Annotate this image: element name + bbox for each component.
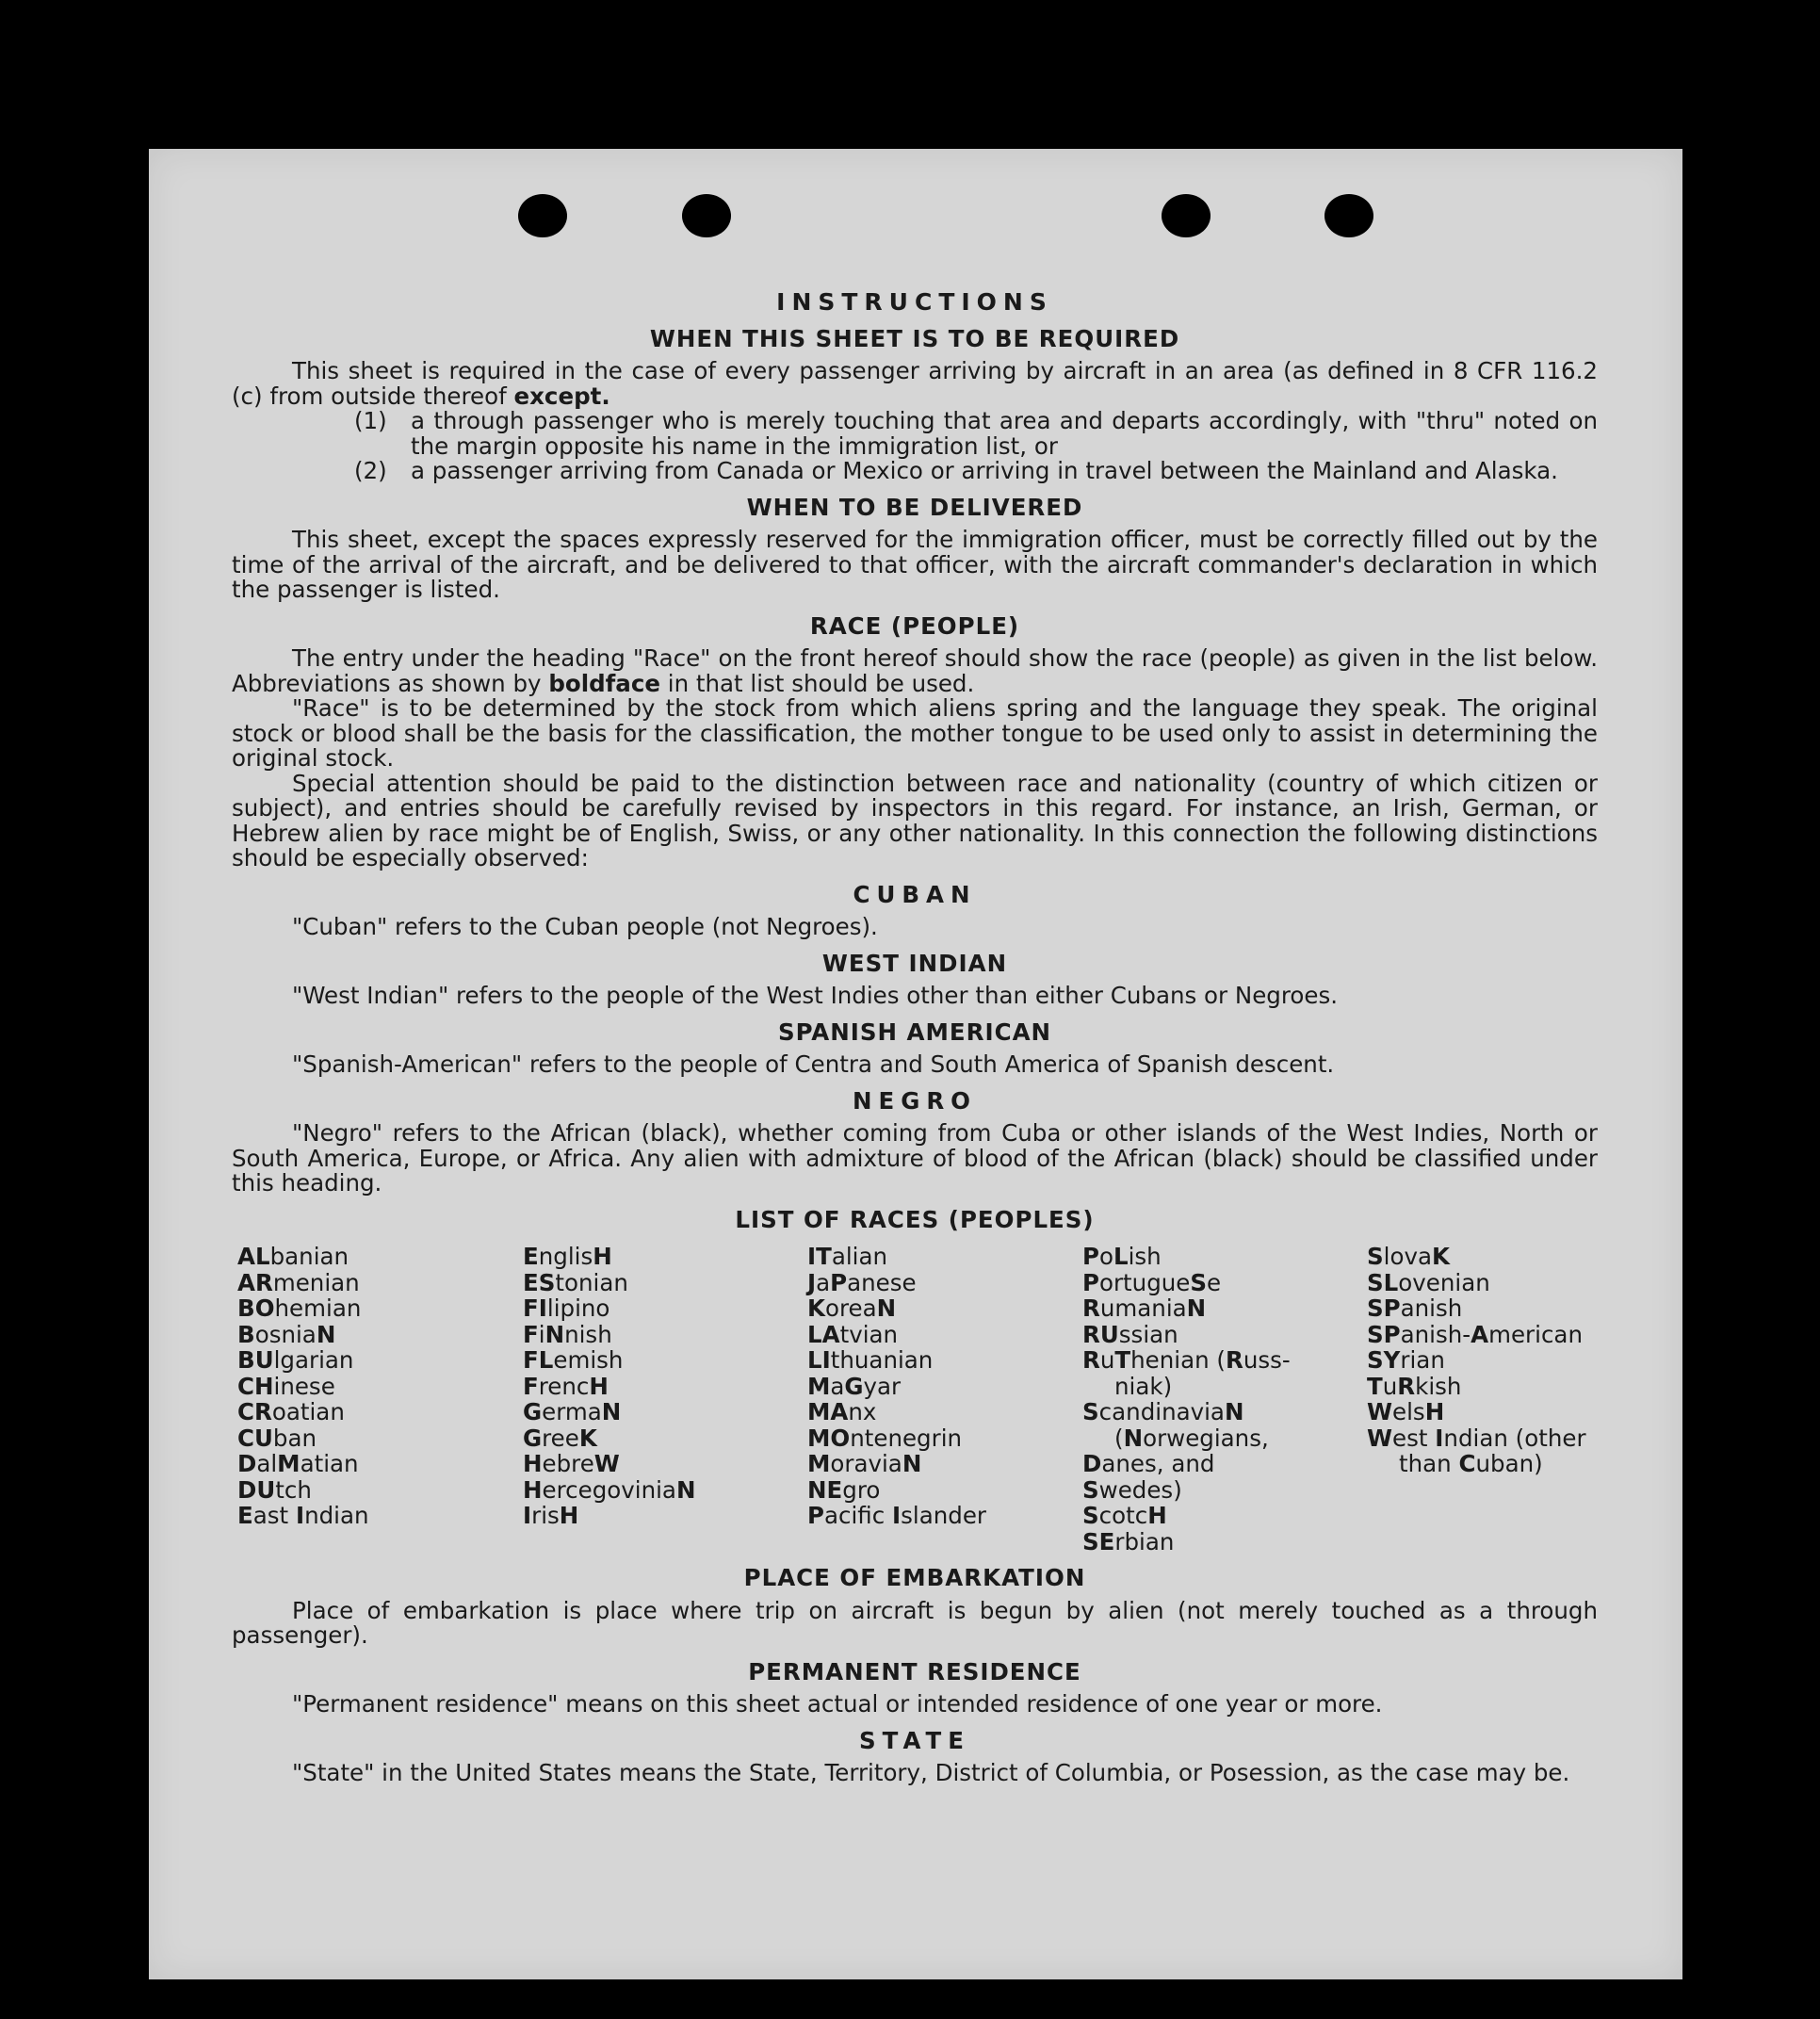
race-entry: ARmenian xyxy=(237,1268,360,1296)
race-entry: MoraviaN xyxy=(807,1450,922,1477)
punch-hole xyxy=(1324,194,1373,237)
race-entry: IrisH xyxy=(523,1502,579,1529)
race-entry: Danes, and xyxy=(1082,1450,1215,1477)
race-entry: CHinese xyxy=(237,1372,335,1400)
race-entry: DUtch xyxy=(237,1475,312,1504)
race-entry: SPanish-American xyxy=(1367,1320,1583,1348)
race-entry: FrencH xyxy=(523,1372,609,1400)
race-paragraph-2: "Race" is to be determined by the stock from which aliens spring and the language they speak. The original stock or blood shall be the basis for the classification, the mother tongue to be used only to assist in determining the original stock. xyxy=(232,694,1598,772)
spanish-american-text: "Spanish-American" refers to the people of Centra and South America of Spanish descent. xyxy=(292,1050,1335,1078)
race-entry: niak) xyxy=(1114,1372,1173,1400)
races-column xyxy=(523,1244,807,1555)
state-text: "State" in the United States means the State, Territory, District of Columbia, or Posession, as the case may be. xyxy=(292,1759,1570,1786)
race-entry: BUlgarian xyxy=(237,1346,354,1374)
heading-required: WHEN THIS SHEET IS TO BE REQUIRED xyxy=(649,324,1180,352)
cuban-text: "Cuban" refers to the Cuban people (not Negroes). xyxy=(292,913,878,940)
race-entry: ALbanian xyxy=(237,1243,349,1270)
race-entry: BOhemian xyxy=(237,1294,362,1322)
race-entry: GermaN xyxy=(523,1398,622,1425)
instructions-title: INSTRUCTIONS xyxy=(776,288,1053,316)
heading-state: STATE xyxy=(859,1726,970,1754)
race-entry: FLemish xyxy=(523,1346,624,1374)
race-entry: SLovenian xyxy=(1367,1268,1490,1296)
race-entry: MAnx xyxy=(807,1398,877,1425)
race-entry: LAtvian xyxy=(807,1320,899,1348)
race-entry: PortugueSe xyxy=(1082,1268,1222,1296)
race-entry: SErbian xyxy=(1082,1527,1175,1555)
race-entry: ITalian xyxy=(807,1243,888,1270)
heading-list-of-races: LIST OF RACES (PEOPLES) xyxy=(735,1205,1095,1233)
required-intro: This sheet is required in the case of every passenger arriving by aircraft in an area (as defined in 8 CFR 116.2 (c) from outside thereof except. xyxy=(232,357,1598,410)
heading-residence: PERMANENT RESIDENCE xyxy=(748,1657,1081,1685)
race-entry: PoLish xyxy=(1082,1243,1162,1270)
race-entry: HebreW xyxy=(523,1450,620,1477)
race-entry: CRoatian xyxy=(237,1398,345,1425)
race-entry: WelsH xyxy=(1367,1398,1445,1425)
race-entry: HercegoviniaN xyxy=(523,1475,696,1504)
race-entry: SlovaK xyxy=(1367,1243,1450,1270)
race-entry: CUban xyxy=(237,1424,317,1452)
exception-item: (2) a passenger arriving from Canada or Mexico or arriving in travel between the Mainland and Alaska. xyxy=(354,457,1558,484)
race-entry: KoreaN xyxy=(807,1294,897,1322)
punch-hole xyxy=(518,194,567,237)
race-entry: MaGyar xyxy=(807,1372,902,1400)
heading-delivered: WHEN TO BE DELIVERED xyxy=(746,493,1083,521)
punch-hole xyxy=(682,194,731,237)
embarkation-text: Place of embarkation is place where trip on aircraft is begun by alien (not merely touched as a through passenger). xyxy=(232,1596,1598,1649)
race-entry: TuRkish xyxy=(1367,1372,1462,1400)
race-entry: LIthuanian xyxy=(807,1346,934,1374)
heading-west-indian: WEST INDIAN xyxy=(821,949,1008,977)
race-entry: East Indian xyxy=(237,1502,369,1529)
heading-negro: NEGRO xyxy=(852,1086,978,1115)
west-indian-text: "West Indian" refers to the people of the West Indies other than either Cubans or Negroes. xyxy=(292,982,1339,1009)
race-entry: Pacifc Islander xyxy=(807,1502,986,1529)
race-entry: RUssian xyxy=(1082,1320,1178,1348)
races-column xyxy=(237,1244,523,1555)
race-entry: ScandinaviaN xyxy=(1082,1398,1244,1425)
race-entry: JaPanese xyxy=(807,1268,917,1296)
race-entry: SPanish xyxy=(1367,1294,1463,1322)
races-column xyxy=(807,1244,1082,1555)
race-entry: (Norwegians, xyxy=(1114,1424,1269,1452)
race-entry: Swedes) xyxy=(1082,1475,1182,1504)
race-entry: RumaniaN xyxy=(1082,1294,1207,1322)
race-entry: SYrian xyxy=(1367,1346,1445,1374)
race-entry: MOntenegrin xyxy=(807,1424,963,1452)
races-column xyxy=(1367,1244,1612,1555)
race-entry: NEgro xyxy=(807,1475,881,1504)
race-entry: FIlipino xyxy=(523,1294,610,1322)
race-entry: EnglisH xyxy=(523,1243,612,1270)
negro-text: "Negro" refers to the African (black), whether coming from Cuba or other islands of the West Indies, North or South America, Europe, or Africa. Any alien with admixture of blood of the African (black) should be classified under this heading. xyxy=(232,1119,1598,1197)
races-column xyxy=(1082,1244,1367,1555)
exception-item: (1) a through passenger who is merely touching that area and departs accordingly, with "thru" noted on the margin opposite his name in the immigration list, or xyxy=(354,407,1598,460)
race-entry: ScotcH xyxy=(1082,1502,1167,1529)
race-entry: West Indian (other xyxy=(1367,1424,1586,1452)
race-entry: EStonian xyxy=(523,1268,628,1296)
race-entry: DalMatian xyxy=(237,1450,359,1477)
heading-embarkation: PLACE OF EMBARKATION xyxy=(743,1564,1086,1591)
punch-hole xyxy=(1162,194,1211,237)
delivered-text: This sheet, except the spaces expressly reserved for the immigration officer, must be correctly filled out by the time of the arrival of the aircraft, and be delivered to that officer, with the aircraft commander's declaration in which the passenger is listed. xyxy=(232,526,1598,603)
residence-text: "Permanent residence" means on this sheet actual or intended residence of one year or more. xyxy=(292,1690,1383,1718)
race-paragraph-1: The entry under the heading "Race" on the front hereof should show the race (people) as given in the list below. Abbreviations as shown by boldface in that list should be used. xyxy=(232,644,1598,697)
race-paragraph-3: Special attention should be paid to the distinction between race and nationality (country of which citizen or subject), and entries should be carefully revised by inspectors in this regard. For instance, an Irish, German, or Hebrew alien by race might be of English, Swiss, or any other nationality. In this connection the following distinctions should be especially observed: xyxy=(232,769,1598,871)
races-list xyxy=(237,1244,1598,1555)
race-entry: FiNnish xyxy=(523,1320,612,1348)
race-entry: RuThenian (Russ- xyxy=(1082,1346,1291,1374)
instructions-content xyxy=(232,290,1598,1786)
heading-cuban: CUBAN xyxy=(853,880,977,908)
race-entry: BosniaN xyxy=(237,1320,336,1348)
race-entry: than Cuban) xyxy=(1399,1450,1543,1477)
race-entry: GreeK xyxy=(523,1424,597,1452)
heading-spanish-american: SPANISH AMERICAN xyxy=(777,1018,1052,1046)
heading-race: RACE (PEOPLE) xyxy=(809,611,1020,640)
